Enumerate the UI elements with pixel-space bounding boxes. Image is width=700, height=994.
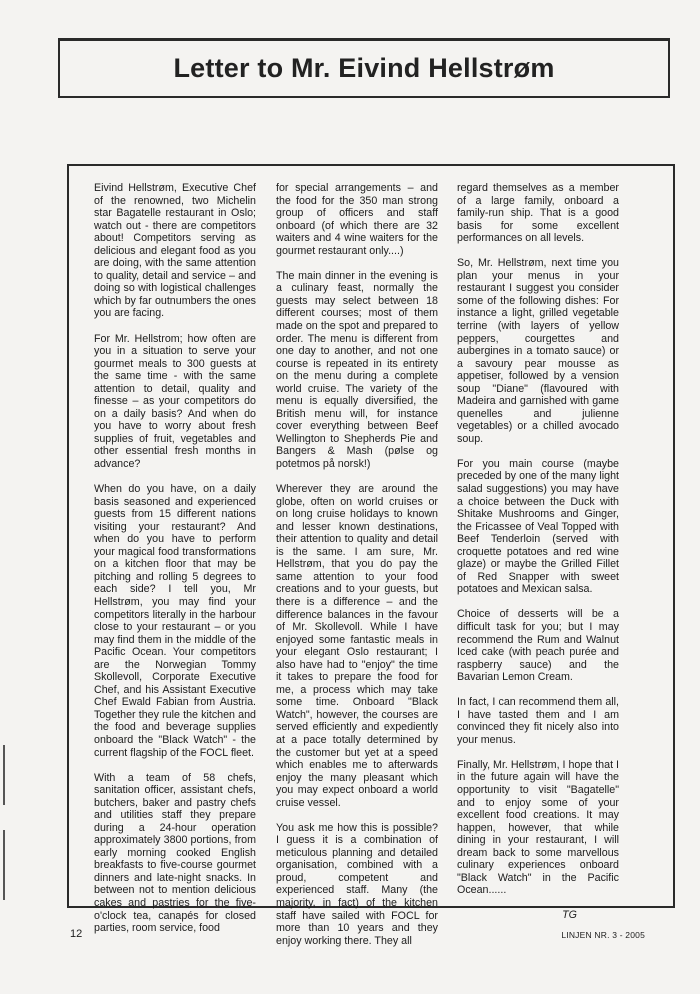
paragraph: So, Mr. Hellstrøm, next time you plan your menus in your restaurant I suggest you consider some of the following dishes: For instance a light, grilled vegetable terrine (with layers of yellow peppers, courgettes and aubergines in a tomato sauce) or a savoury pear mousse as appetiser, followed by a vension soup "Diane" (flavoured with Madeira and garnished with game quenelles and julienne vegetables) or a chilled avocado soup. bbox=[457, 257, 619, 445]
scan-edge-mark bbox=[3, 745, 5, 805]
page-number: 12 bbox=[70, 928, 83, 940]
title-box bbox=[58, 38, 670, 98]
paragraph: For Mr. Hellstrom; how often are you in a situation to serve your gourmet meals to 300 guests at the same time - with the same attention to detail, quality and finesse – as your competitors do on a daily basis? And when do you have to worry about fresh supplies of fruit, vegetables and other essential fresh months in advance? bbox=[94, 332, 256, 470]
author-signature: TG bbox=[562, 909, 577, 922]
page-title: Letter to Mr. Eivind Hellstrøm bbox=[173, 53, 555, 83]
scan-edge-mark bbox=[3, 830, 5, 900]
paragraph: for special arrangements – and the food for the 350 man strong group of officers and staff onboard (of which there are 32 waiters and 4 wine waiters for the gourmet restaurant only....) bbox=[276, 182, 438, 257]
paragraph: For you main course (maybe preceded by one of the many light salad suggestions) you may have a choice between the Duck with Shitake Mushrooms and Ginger, the Fricassee of Veal Topped with Beef Tenderloin (served with croquette potatoes and red wine glaze) or maybe the Grilled Fillet of Red Snapper with sweet potatoes and Mexican salsa. bbox=[457, 457, 619, 596]
paragraph: Choice of desserts will be a difficult task for you; but I may recommend the Rum and Walnut Iced cake (with peach purée and raspberry sauce) and the Bavarian Lemon Cream. bbox=[457, 608, 619, 684]
paragraph: With a team of 58 chefs, sanitation officer, assistant chefs, butchers, baker and pastry chefs and utilities staff they prepare during a 24-hour operation approximately 3800 portions, from early morning cooked English breakfasts to five-course gourmet dinners and late-night snacks. In between not to mention delicious cakes and pastries for the five-o'clock tea, canapés for closed parties, room service, food bbox=[94, 771, 256, 935]
paragraph: In fact, I can recommend them all, I have tasted them and I am convinced they fit nicely also into your menus. bbox=[457, 696, 619, 746]
article-column-2 bbox=[276, 182, 438, 960]
article-column-1 bbox=[94, 182, 256, 947]
article-column-3 bbox=[457, 182, 619, 934]
publication-footer: LINJEN NR. 3 - 2005 bbox=[561, 930, 645, 940]
paragraph: The main dinner in the evening is a culinary feast, normally the guests may select between 18 different courses; most of them made on the spot and prepared to order. The menu is different from one day to another, and not one course is repeated in its entirety on the menu during a complete world cruise. The variety of the menu is equally diversified, the British menu will, for instance cover everything between Beef Wellington to Shepherds Pie and Bangers & Mash (pølse og potetmos på norsk!) bbox=[276, 269, 438, 470]
paragraph: Eivind Hellstrøm, Executive Chef of the renowned, two Michelin star Bagatelle restaurant in Oslo; watch out - there are competitors about! Competitors serving as delicious and elegant food as you are doing, with the same attention to quality, detail and service – and doing so with logistical challenges which by far outnumbers the ones you are facing. bbox=[94, 182, 256, 320]
paragraph: Wherever they are around the globe, often on world cruises or on long cruise holidays to known and lesser known destinations, their attention to quality and detail is the same. I am sure, Mr. Hellstrøm, that you do pay the same attention to your food creations and to your guests, but there is a difference – and the difference balances in the favour of Mr. Skollevoll. While I have enjoyed some fantastic meals in your elegant Oslo restaurant; I also have had to "enjoy" the time it takes to prepare the food for me, a process which may take some time. Onboard "Black Watch", however, the courses are served efficiently and expediently at a pace totally determined by the customer but yet at a speed which enables me to afterwards enjoy the many pleasant which you may expect onboard a world cruise vessel. bbox=[276, 483, 438, 809]
paragraph: When do you have, on a daily basis seasoned and experienced guests from 15 different nations visiting your restaurant? And when do you have to perform your magical food transformations on a kitchen floor that may be pitching and rolling 5 degrees to each side? I tell you, Mr Hellstrøm, you may find your competitors literally in the harbour close to your restaurant – or you may find them in the middle of the Pacific Ocean. Your competitors are the Norwegian Tommy Skollevoll, Corporate Executive Chef, and his Assistant Executive Chef Ewald Fabian from Austria. Together they rule the kitchen and the food and beverage supplies onboard the "Black Watch" - the current flagship of the FOCL fleet. bbox=[94, 483, 256, 759]
paragraph: You ask me how this is possible? I guess it is a combination of meticulous planning and detailed organisation, combined with a proud, competent and experienced staff. Many (the majority, in fact) of the kitchen staff have sailed with FOCL for more than 10 years and they enjoy working there. They all bbox=[276, 821, 438, 947]
paragraph: Finally, Mr. Hellstrøm, I hope that I in the future again will have the opportunity to visit "Bagatelle" and to enjoy some of your excellent food creations. It may happen, however, that while dining in your restaurant, I will dream back to some marvellous culinary experiences onboard "Black Watch" in the Pacific Ocean...... bbox=[457, 758, 619, 897]
paragraph: regard themselves as a member of a large family, onboard a family-run ship. That is a good basis for some excellent performances on all levels. bbox=[457, 182, 619, 245]
